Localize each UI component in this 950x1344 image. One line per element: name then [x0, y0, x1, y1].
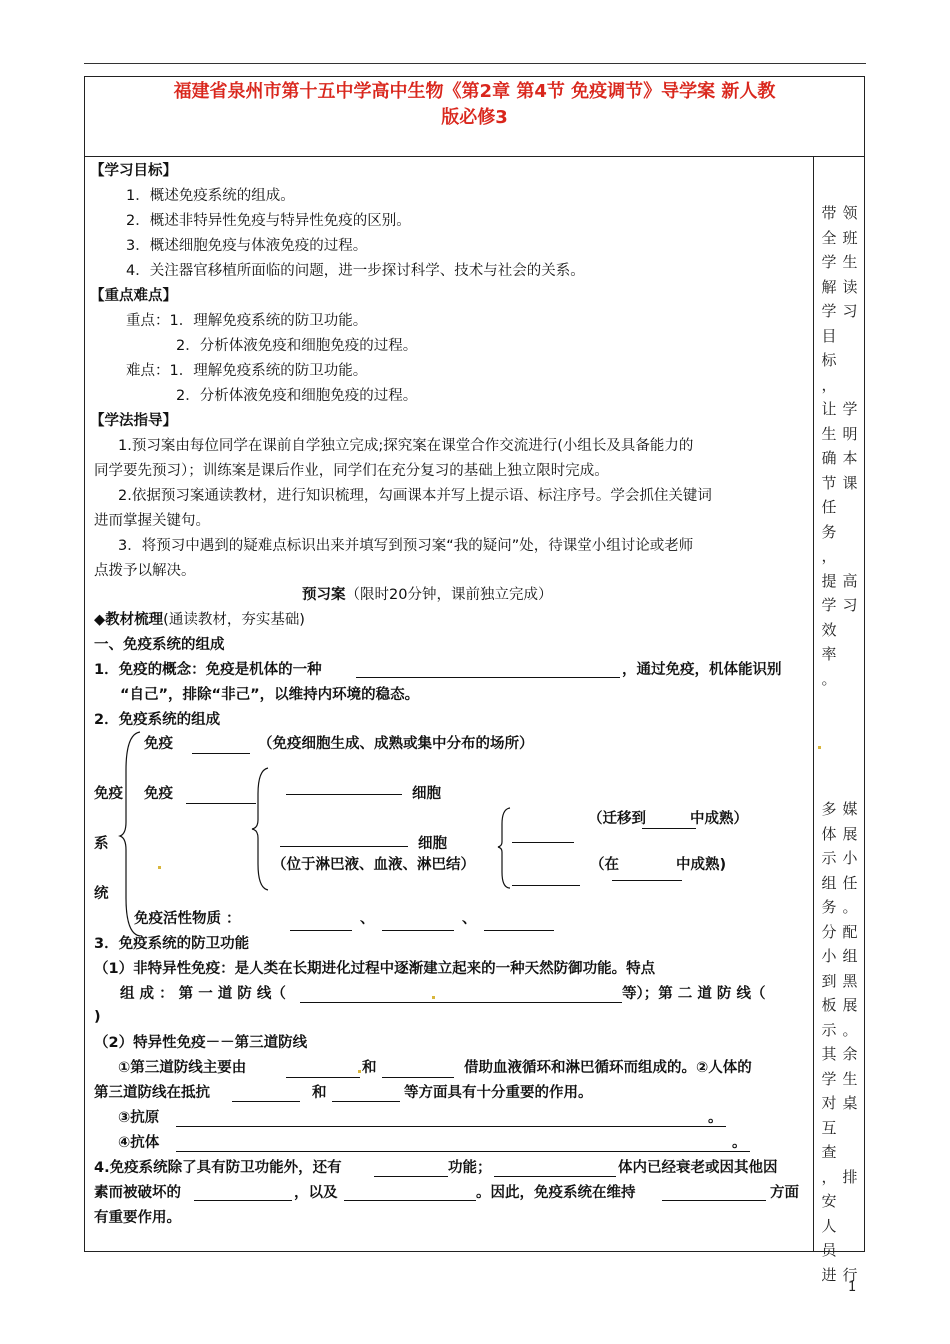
- q4-b: 功能；: [448, 1160, 492, 1176]
- migrate-2-b: 中成熟): [676, 857, 727, 873]
- sidebar-char: 媒: [842, 800, 858, 818]
- sidebar-char: 率: [821, 645, 837, 663]
- q3-2: （2）特异性免疫－－第三道防线: [94, 1035, 308, 1051]
- objective-3: 3．概述细胞免疫与体液免疫的过程。: [126, 238, 368, 254]
- tree-cell-sub2: 细胞: [418, 836, 447, 852]
- sidebar-char: 互: [821, 1118, 837, 1137]
- notes-col-b: [841, 201, 859, 691]
- q3-1: （1）非特异性免疫：是人类在长期进化过程中逐渐建立起来的一种天然防御功能。特点: [94, 961, 656, 977]
- sidebar-char: ，: [821, 547, 837, 565]
- guide-line-3: 2.依据预习案通读教材，进行知识梳理，勾画课本并写上提示语、标注序号。学会抓住关键词: [118, 488, 712, 504]
- sidebar-char: [841, 324, 859, 349]
- third-line-blank-2[interactable]: [382, 1077, 454, 1078]
- sidebar-char: [841, 618, 859, 643]
- q3-3-end: 。: [708, 1110, 723, 1126]
- sidebar-char: 领: [842, 204, 858, 222]
- sidebar-char: 学: [821, 253, 837, 271]
- speck-mark: [158, 866, 161, 869]
- active-blank-3[interactable]: [484, 930, 554, 931]
- q3-2e: 和: [312, 1085, 327, 1101]
- tree-cell-sub1: 细胞: [412, 786, 441, 802]
- sidebar-char: 行: [842, 1265, 858, 1284]
- lymph-1-blank[interactable]: [512, 842, 574, 843]
- sidebar-char: 多: [821, 800, 837, 818]
- active-blank-1[interactable]: [290, 930, 352, 931]
- antibody-blank[interactable]: [176, 1151, 750, 1152]
- q4-d: 素而被破坏的: [94, 1185, 181, 1201]
- q3-heading: 3．免疫系统的防卫功能: [94, 936, 250, 952]
- q4-e: ，以及: [294, 1185, 338, 1201]
- sidebar-char: 查: [821, 1143, 837, 1161]
- teacher-notes-column: [813, 157, 865, 1284]
- sidebar-char: [841, 1214, 859, 1239]
- sidebar-char: 全: [821, 228, 837, 247]
- guide-line-4: 进而掌握关键句。: [94, 513, 210, 529]
- sidebar-char: [841, 1189, 859, 1214]
- objective-4: 4．关注器官移植所面临的问题，进一步探讨科学、技术与社会的关系。: [126, 263, 585, 279]
- keypoint-line-2: 2．分析体液免疫和细胞免疫的过程。: [176, 338, 418, 354]
- q3-1c: 等）；第 二 道 防 线（: [622, 986, 766, 1002]
- sidebar-char: 确: [821, 449, 837, 467]
- q3-3: ③抗原: [118, 1110, 160, 1126]
- sidebar-char: 。: [821, 669, 837, 688]
- antigen-blank[interactable]: [176, 1126, 726, 1127]
- main-brace: [118, 730, 148, 940]
- sidebar-char: [841, 544, 859, 569]
- notes-col-d: [841, 797, 859, 1287]
- sidebar-char: 员: [821, 1241, 837, 1259]
- sidebar-char: 务: [821, 522, 837, 541]
- objective-1: 1．概述免疫系统的组成。: [126, 188, 295, 204]
- sidebar-char: 生: [842, 253, 858, 271]
- sidebar-char: 习: [842, 596, 858, 614]
- sidebar-char: 提: [821, 571, 837, 590]
- speck-mark: [432, 996, 435, 999]
- sidebar-char: [841, 520, 859, 545]
- sidebar-char: 示: [821, 1020, 837, 1039]
- cell-sub2-blank[interactable]: [280, 846, 408, 847]
- q4-f: 。因此，免疫系统在维持: [476, 1185, 636, 1201]
- guide-line-6: 点拨予以解决。: [94, 563, 196, 579]
- sidebar-char: 高: [842, 571, 858, 590]
- sidebar-char: [841, 1116, 859, 1141]
- sidebar-char: 黑: [842, 971, 858, 990]
- tree-cell: 免疫: [144, 786, 173, 802]
- q3-1b: 组 成 ： 第 一 道 防 线（: [120, 986, 286, 1002]
- sidebar-char: 生: [842, 1069, 858, 1088]
- q1-text-a: 1．免疫的概念：免疫是机体的一种: [94, 662, 322, 678]
- sidebar-char: 任: [821, 498, 837, 516]
- sidebar-char: 标: [821, 351, 837, 369]
- objective-2: 2．概述非特异性免疫与特异性免疫的区别。: [126, 213, 411, 229]
- sidebar-char: [841, 642, 859, 667]
- sidebar-char: 课: [842, 473, 858, 492]
- sidebar-char: ，: [821, 375, 837, 394]
- active-blank-2[interactable]: [382, 930, 454, 931]
- third-line-blank-1[interactable]: [286, 1077, 360, 1078]
- notes-col-a: [820, 201, 838, 691]
- title-line-1: 福建省泉州市第十五中学高中生物《第2章 第4节 免疫调节》导学案 新人教: [173, 81, 776, 102]
- q3-2f: 等方面具有十分重要的作用。: [404, 1085, 593, 1101]
- sidebar-char: 人: [821, 1216, 837, 1235]
- sidebar-char: 示: [821, 849, 837, 867]
- resist-blank-1[interactable]: [232, 1101, 300, 1102]
- active-sep-2: 、: [462, 911, 477, 927]
- lymph-2-blank[interactable]: [512, 885, 580, 886]
- homeostasis-blank[interactable]: [662, 1200, 766, 1201]
- migrate-1-b: 中成熟）: [690, 811, 748, 827]
- sidebar-char: 板: [821, 996, 837, 1014]
- guide-line-2: 同学要先预习）；训练案是课后作业，同学们在充分复习的基础上独立限时完成。: [94, 463, 609, 479]
- cancer-blank[interactable]: [344, 1200, 476, 1201]
- cell-blank[interactable]: [186, 803, 256, 804]
- resist-blank-2[interactable]: [332, 1101, 400, 1102]
- guide-line-1: 1.预习案由每位同学在课前自学独立完成;探究案在课堂合作交流进行(小组长及具备能力的: [118, 438, 694, 454]
- sidebar-char: 进: [821, 1265, 837, 1284]
- q4-h: 有重要作用。: [94, 1210, 181, 1226]
- guide-line-5: 3．将预习中遇到的疑难点标识出来并填写到预习案“我的疑问”处，待课堂小组讨论或老师: [118, 538, 694, 554]
- q1-text-c: “自己”，排除“非己”，以维持内环境的稳态。: [120, 687, 420, 703]
- sidebar-char: [841, 348, 859, 373]
- q3-4: ④抗体: [118, 1135, 160, 1151]
- document-title: [91, 79, 858, 131]
- sidebar-char: 明: [842, 424, 858, 443]
- sidebar-char: 目: [821, 326, 837, 345]
- function-blank[interactable]: [374, 1176, 448, 1177]
- q3-2d: 第三道防线在抵抗: [94, 1085, 210, 1101]
- sidebar-char: 务: [821, 898, 837, 916]
- header-rule: [84, 63, 866, 64]
- sidebar-char: 效: [821, 620, 837, 639]
- sidebar-char: 其: [821, 1045, 837, 1063]
- lymph-brace: [496, 806, 514, 890]
- title-cell: [85, 77, 864, 157]
- active-sep-1: 、: [360, 911, 375, 927]
- material-tag: [94, 611, 305, 630]
- q1-text-b: ，通过免疫，机体能识别: [622, 662, 782, 678]
- objectives-heading: 【学习目标】: [90, 163, 177, 179]
- guide-heading: 【学法指导】: [90, 413, 177, 429]
- sidebar-char: 带: [821, 204, 837, 222]
- sidebar-char: [841, 1238, 859, 1263]
- tree-system-2: 系: [94, 836, 109, 852]
- sidebar-char: 。: [842, 1020, 858, 1039]
- title-line-2: 版必修3: [441, 107, 508, 128]
- sidebar-char: 展: [842, 996, 858, 1014]
- sidebar-char: 桌: [842, 1094, 858, 1112]
- speck-mark: [358, 1070, 361, 1073]
- notes-col-c: [820, 797, 838, 1287]
- tree-cell-sub2-note: （位于淋巴液、血液、淋巴结）: [272, 857, 475, 873]
- organ-blank[interactable]: [192, 753, 250, 754]
- damaged-blank[interactable]: [194, 1200, 292, 1201]
- tree-system-1: 免疫: [94, 786, 123, 802]
- sidebar-char: 组: [821, 873, 837, 892]
- tree-organ: 免疫: [144, 736, 173, 752]
- preview-heading: [302, 586, 552, 605]
- q1-blank[interactable]: [356, 677, 620, 678]
- sidebar-char: 学: [821, 1069, 837, 1088]
- migrate-2-blank[interactable]: [612, 880, 682, 881]
- sidebar-char: 分: [821, 922, 837, 941]
- keypoint-line-1: 重点：1．理解免疫系统的防卫功能。: [126, 313, 368, 329]
- sidebar-char: [841, 373, 859, 398]
- migrate-1-blank[interactable]: [642, 828, 696, 829]
- cell-brace: [250, 766, 272, 892]
- sidebar-char: 读: [842, 277, 858, 296]
- sidebar-char: [841, 667, 859, 692]
- q4-g: 方面: [770, 1185, 799, 1201]
- page-number: 1: [848, 1280, 857, 1295]
- keypoint-line-3: 难点：1．理解免疫系统的防卫功能。: [126, 363, 368, 379]
- sidebar-char: 任: [842, 873, 858, 892]
- sidebar-char: 解: [821, 277, 837, 296]
- tree-system-3: 统: [94, 886, 109, 902]
- migrate-1-a: （迁移到: [588, 811, 646, 827]
- preview-title: 预习案: [302, 587, 346, 603]
- sidebar-char: 节: [821, 473, 837, 492]
- monitor-blank[interactable]: [494, 1176, 616, 1177]
- sidebar-char: 安: [821, 1192, 837, 1210]
- q3-1d: ): [94, 1009, 101, 1025]
- q3-4-end: 。: [732, 1135, 747, 1151]
- q4-a: 4.免疫系统除了具有防卫功能外，还有: [94, 1160, 342, 1176]
- sidebar-char: 展: [842, 824, 858, 843]
- sidebar-char: 学: [821, 302, 837, 320]
- cell-sub1-blank[interactable]: [286, 794, 402, 795]
- sidebar-char: 组: [842, 947, 858, 965]
- sidebar-char: 体: [821, 824, 837, 843]
- material-tag-note: (通读教材，夯实基础): [163, 612, 305, 628]
- sidebar-char: 本: [842, 449, 858, 467]
- sidebar-char: 对: [821, 1094, 837, 1112]
- q4-c: 体内已经衰老或因其他因: [618, 1160, 778, 1176]
- sidebar-char: 到: [821, 971, 837, 990]
- sidebar-char: 排: [842, 1167, 858, 1186]
- sidebar-char: 让: [821, 400, 837, 418]
- section-1-heading: 一、免疫系统的组成: [94, 637, 225, 653]
- migrate-2-a: （在: [590, 857, 619, 873]
- sidebar-char: [841, 495, 859, 520]
- sidebar-char: 。: [842, 898, 858, 916]
- sidebar-char: 小: [842, 849, 858, 867]
- q3-2c: 借助血液循环和淋巴循环而组成的。②人体的: [464, 1060, 752, 1076]
- sidebar-char: [841, 1140, 859, 1165]
- sidebar-char: 小: [821, 947, 837, 965]
- q3-2a: ①第三道防线主要由: [118, 1060, 247, 1076]
- q3-2b: 和: [362, 1060, 377, 1076]
- keypoint-line-4: 2．分析体液免疫和细胞免疫的过程。: [176, 388, 418, 404]
- sidebar-char: ，: [821, 1167, 837, 1186]
- sidebar-char: 学: [842, 400, 858, 418]
- material-tag-label: ◆教材梳理: [94, 612, 164, 628]
- speck-mark: [818, 746, 821, 749]
- q2-heading: 2．免疫系统的组成: [94, 712, 221, 728]
- preview-note: （限时20分钟，课前独立完成）: [345, 587, 553, 603]
- first-line-blank[interactable]: [300, 1002, 622, 1003]
- tree-active: 免疫活性物质 ：: [134, 911, 241, 927]
- sidebar-char: 配: [842, 922, 858, 941]
- sidebar-char: 余: [842, 1045, 858, 1063]
- keypoints-heading: 【重点难点】: [90, 288, 177, 304]
- tree-organ-note: （免疫细胞生成、成熟或集中分布的场所）: [258, 736, 534, 752]
- sidebar-char: 学: [821, 596, 837, 614]
- sidebar-char: 习: [842, 302, 858, 320]
- sidebar-char: 生: [821, 424, 837, 443]
- sidebar-char: 班: [842, 228, 858, 247]
